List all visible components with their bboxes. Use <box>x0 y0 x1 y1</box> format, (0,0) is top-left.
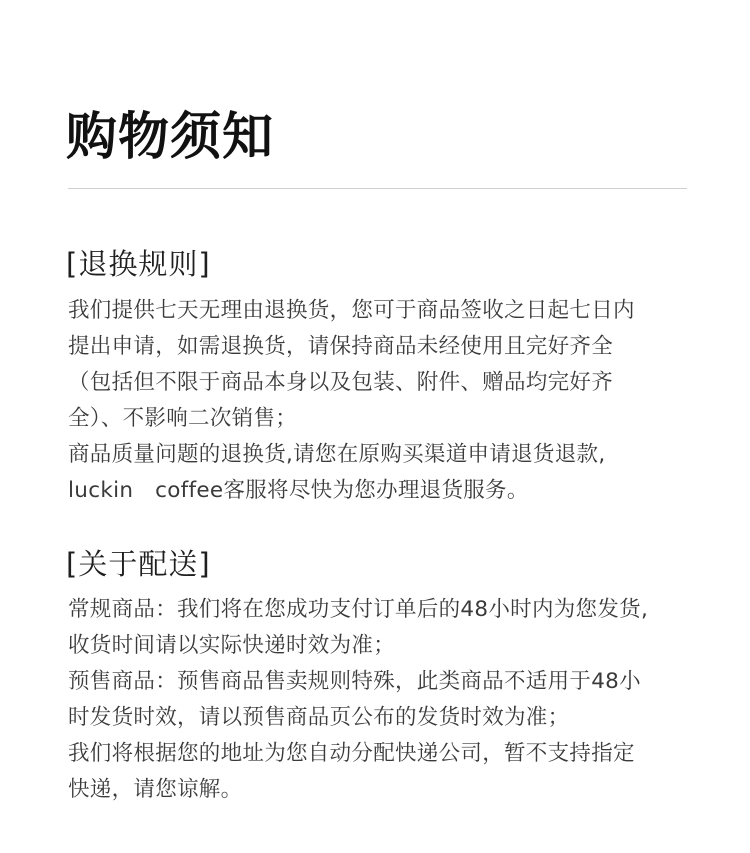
delivery-line: 常规商品：我们将在您成功支付订单后的48小时内为您发货, <box>68 597 649 622</box>
returns-line: 提出申请，如需退换货，请保持商品未经使用且完好齐全 <box>68 334 614 359</box>
returns-line: 商品质量问题的退换货,请您在原购买渠道申请退货退款, <box>68 442 606 467</box>
returns-line: （包括但不限于商品本身以及包装、附件、赠品均完好齐 <box>68 370 614 395</box>
title-divider <box>68 188 687 189</box>
section-body-returns <box>68 293 708 509</box>
delivery-line: 快递，请您谅解。 <box>68 777 243 802</box>
returns-line: 全）、不影响二次销售； <box>68 406 298 431</box>
section-heading-delivery: [关于配送] <box>66 547 211 581</box>
delivery-line: 时发货时效，请以预售商品页公布的发货时效为准； <box>68 705 570 730</box>
delivery-line: 我们将根据您的地址为您自动分配快递公司，暂不支持指定 <box>68 741 635 766</box>
returns-line: luckin coffee客服将尽快为您办理退货服务。 <box>68 478 529 503</box>
delivery-line: 预售商品：预售商品售卖规则特殊，此类商品不适用于48小 <box>68 669 641 694</box>
page-title: 购物须知 <box>66 108 275 167</box>
section-heading-returns: [退换规则] <box>66 247 211 281</box>
returns-line: 我们提供七天无理由退换货，您可于商品签收之日起七日内 <box>68 298 635 323</box>
delivery-line: 收货时间请以实际快递时效为准； <box>68 633 396 658</box>
section-body-delivery <box>68 592 708 808</box>
